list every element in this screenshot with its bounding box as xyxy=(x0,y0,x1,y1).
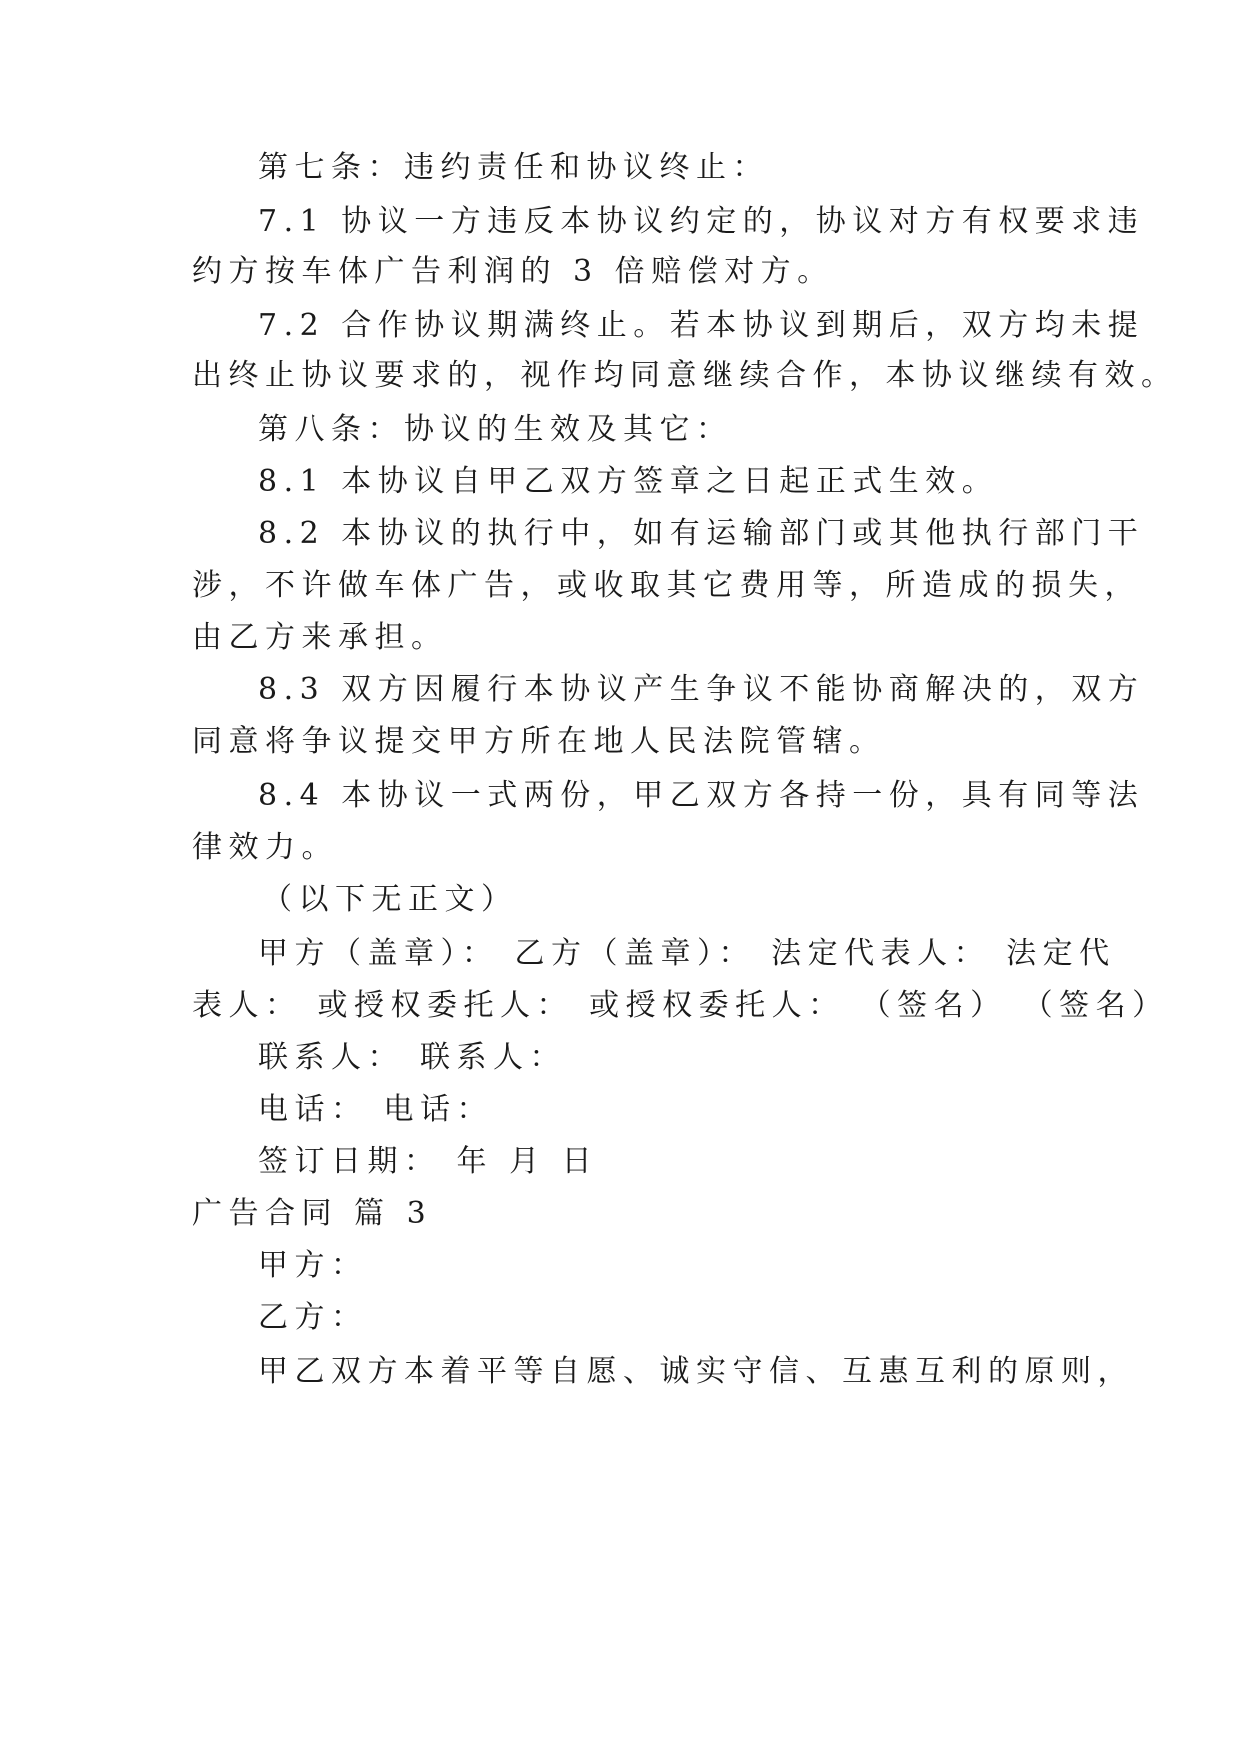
clause-8-2-line-3: 由乙方来承担。 xyxy=(192,620,448,655)
clause-8-2-line-2: 涉，不许做车体广告，或收取其它费用等，所造成的损失， xyxy=(192,568,1141,603)
clause-7-2-line-2: 出终止协议要求的，视作均同意继续合作，本协议继续有效。 xyxy=(192,358,1178,393)
party-b-label: 乙方： xyxy=(258,1300,368,1335)
clause-8-1: 8.1 本协议自甲乙双方签章之日起正式生效。 xyxy=(258,464,999,499)
signature-line-1: 甲方（盖章）： 乙方（盖章）： 法定代表人： 法定代 xyxy=(258,936,1116,971)
no-more-text-note: （以下无正文） xyxy=(262,882,518,917)
clause-8-3-line-2: 同意将争议提交甲方所在地人民法院管辖。 xyxy=(192,724,886,759)
clause-8-4-line-2: 律效力。 xyxy=(192,830,338,865)
clause-7-1-line-2: 约方按车体广告利润的 3 倍赔偿对方。 xyxy=(192,254,834,289)
clause-7-1-line-1: 7.1 协议一方违反本协议约定的，协议对方有权要求违 xyxy=(258,204,1145,239)
clause-8-2-line-1: 8.2 本协议的执行中，如有运输部门或其他执行部门干 xyxy=(258,516,1145,551)
signature-line-2: 表人： 或授权委托人： 或授权委托人： （签名） （签名） xyxy=(192,988,1169,1023)
party-a-label: 甲方： xyxy=(258,1248,368,1283)
article-8-heading: 第八条：协议的生效及其它： xyxy=(258,412,733,447)
preamble-line: 甲乙双方本着平等自愿、诚实守信、互惠互利的原则， xyxy=(258,1354,1134,1389)
article-7-heading: 第七条：违约责任和协议终止： xyxy=(258,150,769,185)
clause-8-4-line-1: 8.4 本协议一式两份，甲乙双方各持一份，具有同等法 xyxy=(258,778,1145,813)
contract-3-heading: 广告合同 篇 3 xyxy=(192,1196,433,1231)
signing-date-line: 签订日期： 年 月 日 xyxy=(258,1144,599,1179)
contact-person-line: 联系人： 联系人： xyxy=(258,1040,567,1075)
clause-8-3-line-1: 8.3 双方因履行本协议产生争议不能协商解决的，双方 xyxy=(258,672,1145,707)
phone-line: 电话： 电话： xyxy=(258,1092,494,1127)
clause-7-2-line-1: 7.2 合作协议期满终止。若本协议到期后，双方均未提 xyxy=(258,308,1145,343)
